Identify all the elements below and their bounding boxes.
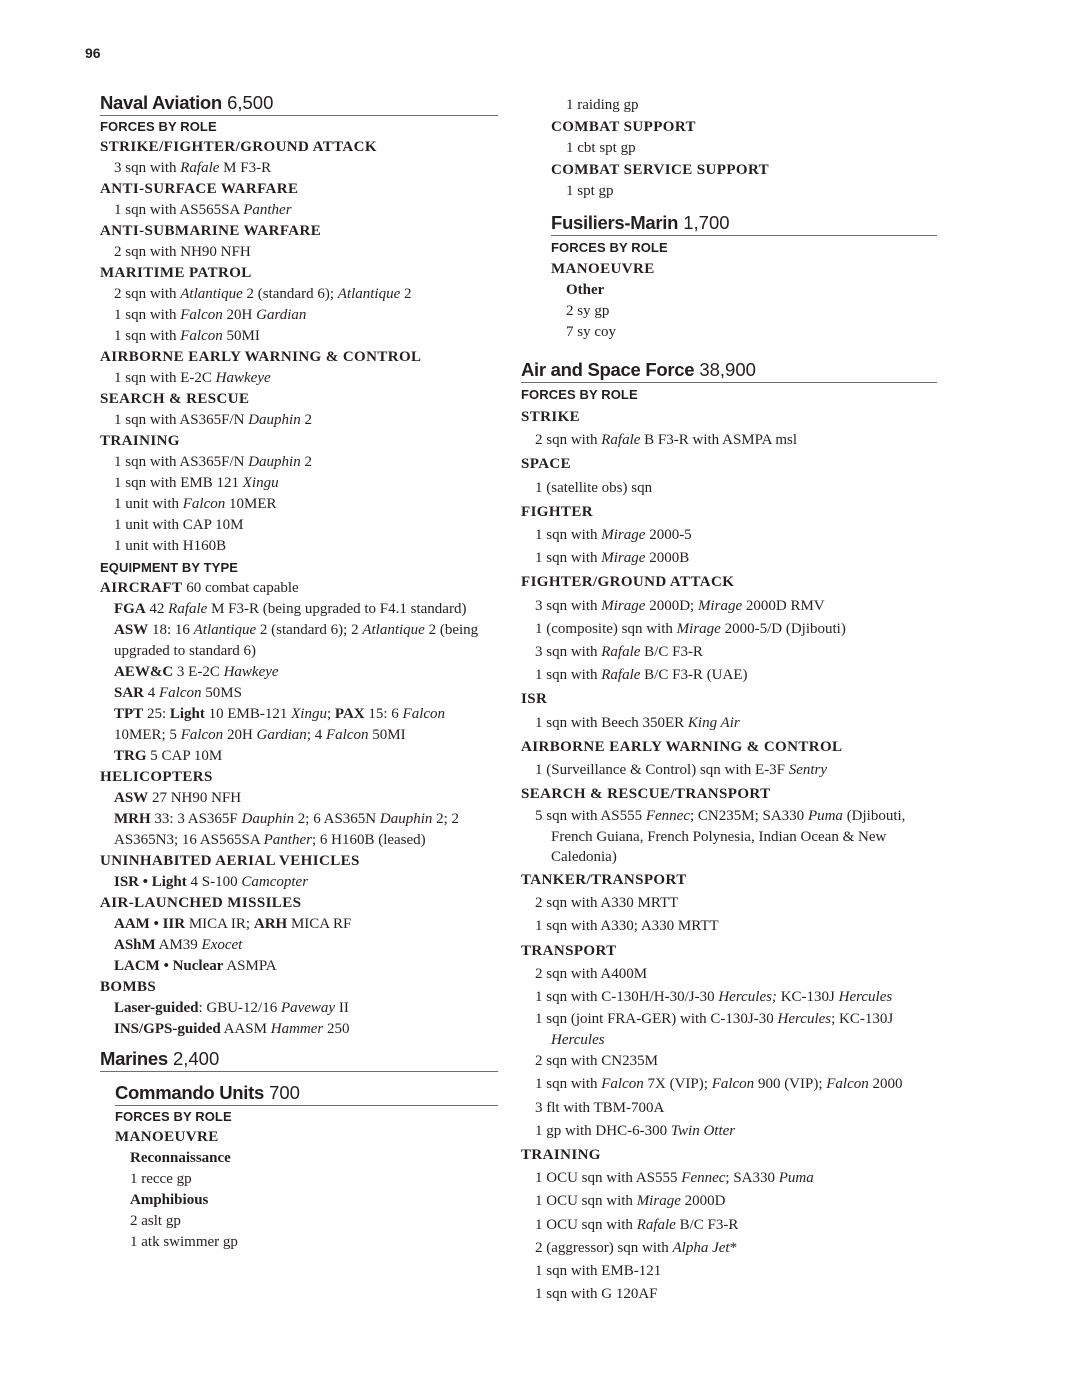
unit-entry: 1 sqn with E-2C Hawkeye [114, 370, 271, 386]
unit-entry: 1 sqn with EMB 121 Xingu [114, 475, 279, 491]
left-column [100, 92, 498, 1253]
role-heading: AIRBORNE EARLY WARNING & CONTROL [521, 738, 843, 755]
role-heading: SEARCH & RESCUE [100, 391, 250, 407]
section-title-air-and-space-force [521, 359, 937, 383]
unit-entry: 1 (composite) sqn with Mirage 2000-5/D (Djibouti) [535, 620, 846, 637]
equipment-entry: AShM AM39 Exocet [114, 937, 243, 953]
unit-entry: 1 sqn with G 120AF [535, 1286, 658, 1303]
role-heading: ANTI-SUBMARINE WARFARE [100, 223, 322, 239]
equipment-category: AIRCRAFT 60 combat capable [100, 580, 299, 596]
role-heading: STRIKE/FIGHTER/GROUND ATTACK [100, 139, 377, 155]
forces-by-role-heading: FORCES BY ROLE [521, 387, 638, 402]
equipment-category: UNINHABITED AERIAL VEHICLES [100, 853, 360, 869]
forces-by-role-heading: FORCES BY ROLE [551, 240, 668, 255]
equipment-entry: TRG 5 CAP 10M [114, 748, 223, 764]
unit-entry: 1 sqn with Falcon 7X (VIP); Falcon 900 (VIP); Falcon 2000 [535, 1076, 903, 1093]
unit-entry: 2 sqn with Rafale B F3-R with ASMPA msl [535, 432, 798, 449]
equipment-by-type-heading: EQUIPMENT BY TYPE [100, 560, 238, 575]
unit-entry: 7 sy coy [566, 324, 616, 340]
unit-entry: 1 sqn with Beech 350ER King Air [535, 714, 740, 731]
unit-entry: 1 sqn with Mirage 2000B [535, 550, 690, 567]
section-strength: 1,700 [683, 212, 730, 233]
section-strength: 6,500 [227, 92, 274, 113]
sub-role-heading: Reconnaissance [130, 1150, 231, 1166]
unit-entry: 1 sqn with EMB-121 [535, 1263, 662, 1279]
unit-entry: 2 sqn with CN235M [535, 1053, 658, 1070]
section-strength: 700 [269, 1082, 300, 1103]
unit-entry: 1 sqn with Mirage 2000-5 [535, 527, 692, 544]
role-heading: ISR [521, 691, 548, 708]
equipment-category: BOMBS [100, 979, 157, 995]
role-heading: SPACE [521, 456, 572, 473]
unit-entry: 2 sy gp [566, 303, 610, 319]
section-title-fusiliers-marin [551, 212, 937, 236]
unit-entry: 1 sqn with Falcon 50MI [114, 328, 260, 344]
equipment-entry: AEW&C 3 E-2C Hawkeye [114, 664, 279, 680]
equipment-entry: TPT 25: Light 10 EMB-121 Xingu; PAX 15: 6 Falcon 10MER; 5 Falcon 20H Gardian; 4 Falcon 50MI [114, 706, 446, 743]
unit-entry: 1 gp with DHC-6-300 Twin Otter [535, 1122, 736, 1139]
equipment-entry: INS/GPS-guided AASM Hammer 250 [114, 1021, 350, 1037]
unit-entry: 1 sqn (joint FRA-GER) with C-130J-30 Hercules; KC-130J Hercules [535, 1011, 894, 1048]
equipment-entry: ISR • Light 4 S-100 Camcopter [114, 874, 309, 890]
unit-entry: 3 sqn with Rafale B/C F3-R [535, 644, 703, 661]
unit-entry: 1 unit with H160B [114, 538, 227, 554]
role-heading: TRAINING [100, 433, 180, 449]
unit-entry: 1 atk swimmer gp [130, 1234, 238, 1250]
unit-entry: 1 sqn with Rafale B/C F3-R (UAE) [535, 667, 748, 684]
role-heading: MANOEUVRE [551, 261, 655, 277]
section-name: Marines [100, 1048, 168, 1069]
unit-entry: 2 sqn with A330 MRTT [535, 895, 679, 912]
section-strength: 38,900 [699, 359, 756, 380]
role-heading: MANOEUVRE [115, 1129, 219, 1145]
unit-entry: 3 flt with TBM-700A [535, 1099, 665, 1116]
section-title-commando-units [115, 1082, 498, 1106]
page-number: 96 [85, 45, 101, 61]
unit-entry: 3 sqn with Rafale M F3-R [114, 160, 272, 176]
unit-entry: 1 sqn with A330; A330 MRTT [535, 918, 719, 935]
sub-role-heading: Amphibious [130, 1192, 209, 1208]
unit-entry: 1 unit with CAP 10M [114, 517, 244, 533]
role-heading: COMBAT SERVICE SUPPORT [551, 162, 770, 178]
unit-entry: 1 (satellite obs) sqn [535, 479, 653, 496]
unit-entry: 1 sqn with AS565SA Panther [114, 202, 292, 218]
sub-role-heading: Other [566, 282, 605, 298]
unit-entry: 2 sqn with Atlantique 2 (standard 6); Atlantique 2 [114, 286, 412, 302]
unit-entry: 1 (Surveillance & Control) sqn with E-3F Sentry [535, 762, 828, 779]
unit-entry: 2 (aggressor) sqn with Alpha Jet* [535, 1239, 738, 1256]
role-heading: SEARCH & RESCUE/TRANSPORT [521, 786, 771, 803]
role-heading: AIRBORNE EARLY WARNING & CONTROL [100, 349, 422, 365]
role-heading: TRANSPORT [521, 942, 617, 959]
role-heading: STRIKE [521, 409, 581, 425]
unit-entry: 1 sqn with Falcon 20H Gardian [114, 307, 307, 323]
forces-by-role-heading: FORCES BY ROLE [115, 1109, 232, 1124]
equipment-entry: SAR 4 Falcon 50MS [114, 685, 242, 701]
unit-entry: 1 sqn with AS365F/N Dauphin 2 [114, 454, 312, 470]
unit-entry: 5 sqn with AS555 Fennec; CN235M; SA330 Puma (Djibouti, French Guiana, French Polynesia, Indian Ocean & New Caledonia) [535, 808, 906, 866]
unit-entry: 1 raiding gp [566, 97, 639, 113]
section-name: Commando Units [115, 1082, 264, 1103]
unit-entry: 2 sqn with A400M [535, 965, 648, 982]
equipment-entry: ASW 18: 16 Atlantique 2 (standard 6); 2 Atlantique 2 (being upgraded to standard 6) [114, 622, 479, 659]
role-heading: COMBAT SUPPORT [551, 119, 696, 135]
section-title-marines [100, 1048, 498, 1072]
role-heading: FIGHTER/GROUND ATTACK [521, 574, 735, 591]
unit-entry: 2 aslt gp [130, 1213, 181, 1229]
equipment-entry: AAM • IIR MICA IR; ARH MICA RF [114, 916, 352, 932]
section-name: Air and Space Force [521, 359, 695, 380]
unit-entry: 1 cbt spt gp [566, 140, 636, 156]
section-title-naval-aviation [100, 92, 498, 116]
section-name: Fusiliers-Marin [551, 212, 679, 233]
equipment-entry: Laser-guided: GBU-12/16 Paveway II [114, 1000, 349, 1016]
unit-entry: 1 recce gp [130, 1171, 192, 1187]
role-heading: TRAINING [521, 1146, 601, 1163]
equipment-category: HELICOPTERS [100, 769, 213, 785]
unit-entry: 1 spt gp [566, 183, 614, 199]
right-column [521, 95, 937, 1306]
equipment-category: AIR-LAUNCHED MISSILES [100, 895, 302, 911]
equipment-entry: LACM • Nuclear ASMPA [114, 958, 277, 974]
equipment-entry: MRH 33: 3 AS365F Dauphin 2; 6 AS365N Dauphin 2; 2 AS365N3; 16 AS565SA Panther; 6 H160B (leased) [114, 811, 460, 848]
role-heading: FIGHTER [521, 503, 593, 520]
section-strength: 2,400 [172, 1048, 220, 1069]
equipment-entry: FGA 42 Rafale M F3-R (being upgraded to F4.1 standard) [114, 601, 467, 617]
section-name: Naval Aviation [100, 92, 222, 113]
unit-entry: 2 sqn with NH90 NFH [114, 244, 251, 260]
unit-entry: 1 OCU sqn with Rafale B/C F3-R [535, 1216, 739, 1233]
unit-entry: 1 OCU sqn with Mirage 2000D [535, 1193, 726, 1210]
unit-entry: 1 unit with Falcon 10MER [114, 496, 277, 512]
unit-entry: 1 OCU sqn with AS555 Fennec; SA330 Puma [535, 1170, 814, 1187]
equipment-entry: ASW 27 NH90 NFH [114, 790, 242, 806]
role-heading: ANTI-SURFACE WARFARE [100, 181, 299, 197]
role-heading: MARITIME PATROL [100, 265, 252, 281]
forces-by-role-heading: FORCES BY ROLE [100, 119, 217, 134]
role-heading: TANKER/TRANSPORT [521, 871, 687, 888]
unit-entry: 1 sqn with AS365F/N Dauphin 2 [114, 412, 312, 428]
unit-entry: 1 sqn with C-130H/H-30/J-30 Hercules; KC-130J Hercules [535, 988, 893, 1005]
unit-entry: 3 sqn with Mirage 2000D; Mirage 2000D RMV [535, 597, 825, 614]
